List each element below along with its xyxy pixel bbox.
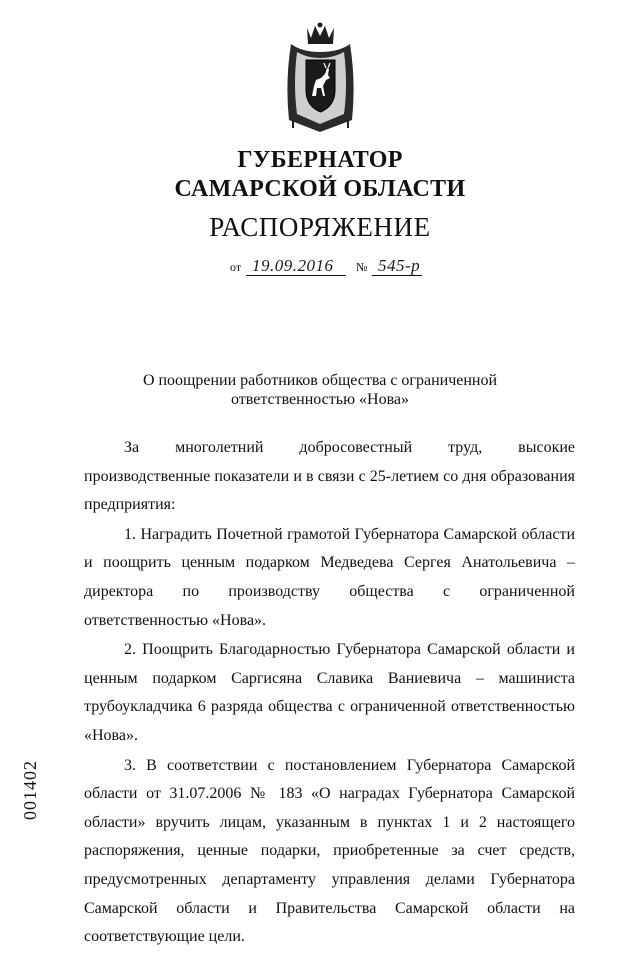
coat-of-arms-emblem bbox=[283, 22, 358, 134]
samara-coat-of-arms-icon bbox=[283, 22, 358, 134]
handwritten-number: 545-р bbox=[378, 256, 421, 275]
handwritten-date: 19.09.2016 bbox=[252, 256, 334, 275]
item-1-paragraph: 1. Наградить Почетной грамотой Губернатора Самарской области и поощрить ценным подарком Медведева Сергея Анатольевича – директора по производству общества с ограниченной ответственностью «Нова». bbox=[84, 525, 575, 629]
authority-line-2: САМАРСКОЙ ОБЛАСТИ bbox=[174, 176, 466, 202]
item-2-paragraph: 2. Поощрить Благодарностью Губернатора Самарской области и ценным подарком Саргисяна Славика Ваниевича – машиниста трубоукладчика 6 разряда общества с ограниченной ответственностью «Нова». bbox=[84, 641, 575, 744]
registration-line bbox=[230, 255, 430, 279]
date-label: от bbox=[230, 260, 242, 274]
document-body bbox=[84, 434, 575, 953]
item-3-paragraph: 3. В соответствии с постановлением Губернатора Самарской области от 31.07.2006 № 183 «О наградах Губернатора Самарской области» вручить лицам, указанным в пунктах 1 и 2 настоящего распоряжения, ценные подарки, приобретенные за счет средств, предусмотренных департаменту управления делами Губернатора Самарской области и Правительства Самарской области на соответствующие цели. bbox=[84, 756, 575, 946]
authority-line-1: ГУБЕРНАТОР bbox=[237, 147, 403, 173]
document-subject: О поощрении работников общества с ограниченной ответственностью «Нова» bbox=[142, 372, 498, 408]
side-registration-number: 001402 bbox=[20, 760, 40, 820]
number-label: № bbox=[356, 260, 368, 274]
intro-paragraph: За многолетний добросовестный труд, высокие производственные показатели и в связи с 25-летием со дня образования предприятия: bbox=[84, 439, 575, 514]
document-type-title: РАСПОРЯЖЕНИЕ bbox=[209, 212, 431, 242]
issuing-authority bbox=[0, 146, 640, 204]
